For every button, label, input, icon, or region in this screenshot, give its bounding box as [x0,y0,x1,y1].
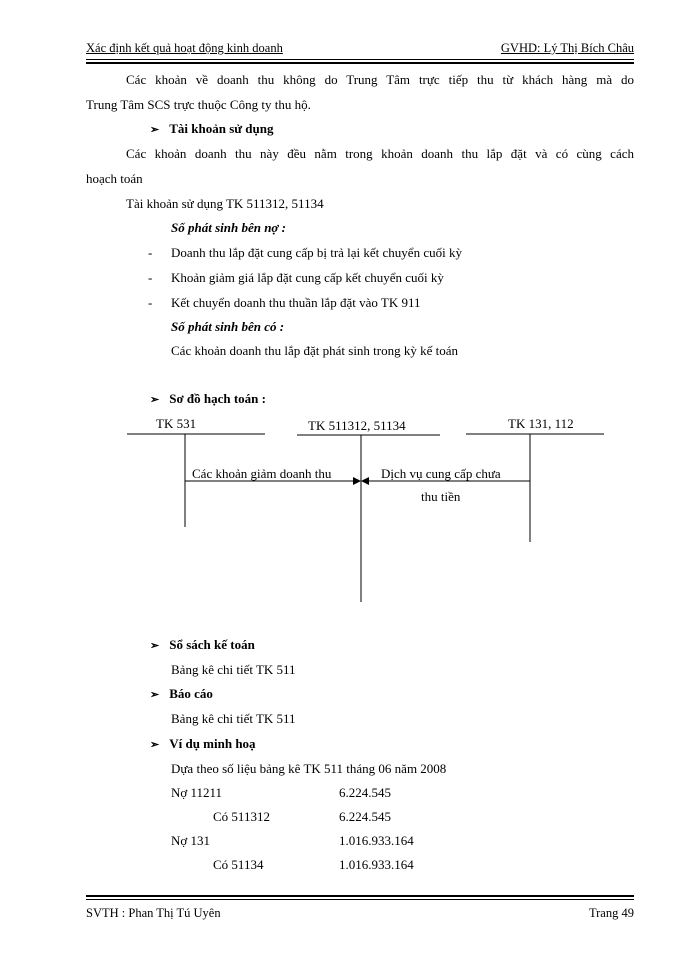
entry-amount-1: 6.224.545 [339,785,391,800]
debit-dash-3: - [148,295,153,310]
section-accounts-heading: ➢ Tài khoản sử dụng [150,121,274,136]
debit-item-1: Doanh thu lắp đặt cung cấp bị trả lại kết chuyển cuối kỳ [171,245,462,260]
section-report-heading: ➢ Báo cáo [150,686,213,701]
header-right: GVHD: Lý Thị Bích Châu [500,41,634,55]
intro-line-1: Các khoản về doanh thu không do Trung Tâm trực tiếp thu từ khách hàng mà do [126,72,634,87]
bullet-arrow-icon: ➢ [150,124,160,136]
debit-dash-2: - [148,270,153,285]
accounts-para-line-2: hoạch toán [86,171,143,186]
section-example-heading: ➢ Ví dụ minh hoạ [150,736,256,751]
t-account-label-511: TK 511312, 51134 [308,418,406,433]
entry-amount-3: 1.016.933.164 [339,833,414,848]
bullet-arrow-icon: ➢ [150,739,160,751]
flow-label-right-2: thu tiền [421,489,461,504]
debit-heading: Số phát sinh bên nợ : [171,220,286,235]
report-text: Bảng kê chi tiết TK 511 [171,711,296,726]
debit-item-3: Kết chuyển doanh thu thuần lắp đặt vào TK 911 [171,295,421,310]
entry-amount-4: 1.016.933.164 [339,857,414,872]
header-left: Xác định kết quả hoạt động kinh doanh [86,41,283,55]
footer-left: SVTH : Phan Thị Tú Uyên [86,906,221,920]
books-text: Bảng kê chi tiết TK 511 [171,662,296,677]
flow-arrow-right-icon [361,477,369,485]
bullet-arrow-icon: ➢ [150,640,160,652]
accounts-used: Tài khoản sử dụng TK 511312, 51134 [126,196,324,211]
flow-label-right-1: Dịch vụ cung cấp chưa [381,466,501,481]
accounts-para-line-1: Các khoản doanh thu này đều nằm trong khoản doanh thu lắp đặt và có cùng cách [126,146,634,161]
credit-text: Các khoản doanh thu lắp đặt phát sinh trong kỳ kế toán [171,343,459,358]
section-books-heading: ➢ Sổ sách kế toán [150,637,255,652]
example-intro: Dựa theo số liệu bảng kê TK 511 tháng 06 năm 2008 [171,761,447,776]
debit-dash-1: - [148,245,153,260]
intro-line-2: Trung Tâm SCS trực thuộc Công ty thu hộ. [86,97,311,112]
entry-label-3: Nợ 131 [171,833,211,848]
entry-label-4: Có 51134 [213,857,264,872]
credit-heading: Số phát sinh bên có : [171,319,285,334]
footer-rule-thick [86,895,634,897]
t-account-label-131: TK 131, 112 [508,416,574,431]
page-number: Trang 49 [588,906,634,920]
flow-label-left: Các khoản giảm doanh thu [192,466,332,481]
section-diagram-heading: ➢ Sơ đồ hạch toán : [150,391,266,406]
bullet-arrow-icon: ➢ [150,689,160,701]
entry-label-1: Nợ 11211 [171,785,223,800]
entry-amount-2: 6.224.545 [339,809,391,824]
entry-label-2: Có 511312 [213,809,270,824]
bullet-arrow-icon: ➢ [150,394,160,406]
footer-rule-thin [86,899,634,900]
flow-arrow-left-icon [353,477,361,485]
t-account-label-531: TK 531 [156,416,197,431]
debit-item-2: Khoản giảm giá lắp đặt cung cấp kết chuyển cuối kỳ [171,270,444,285]
